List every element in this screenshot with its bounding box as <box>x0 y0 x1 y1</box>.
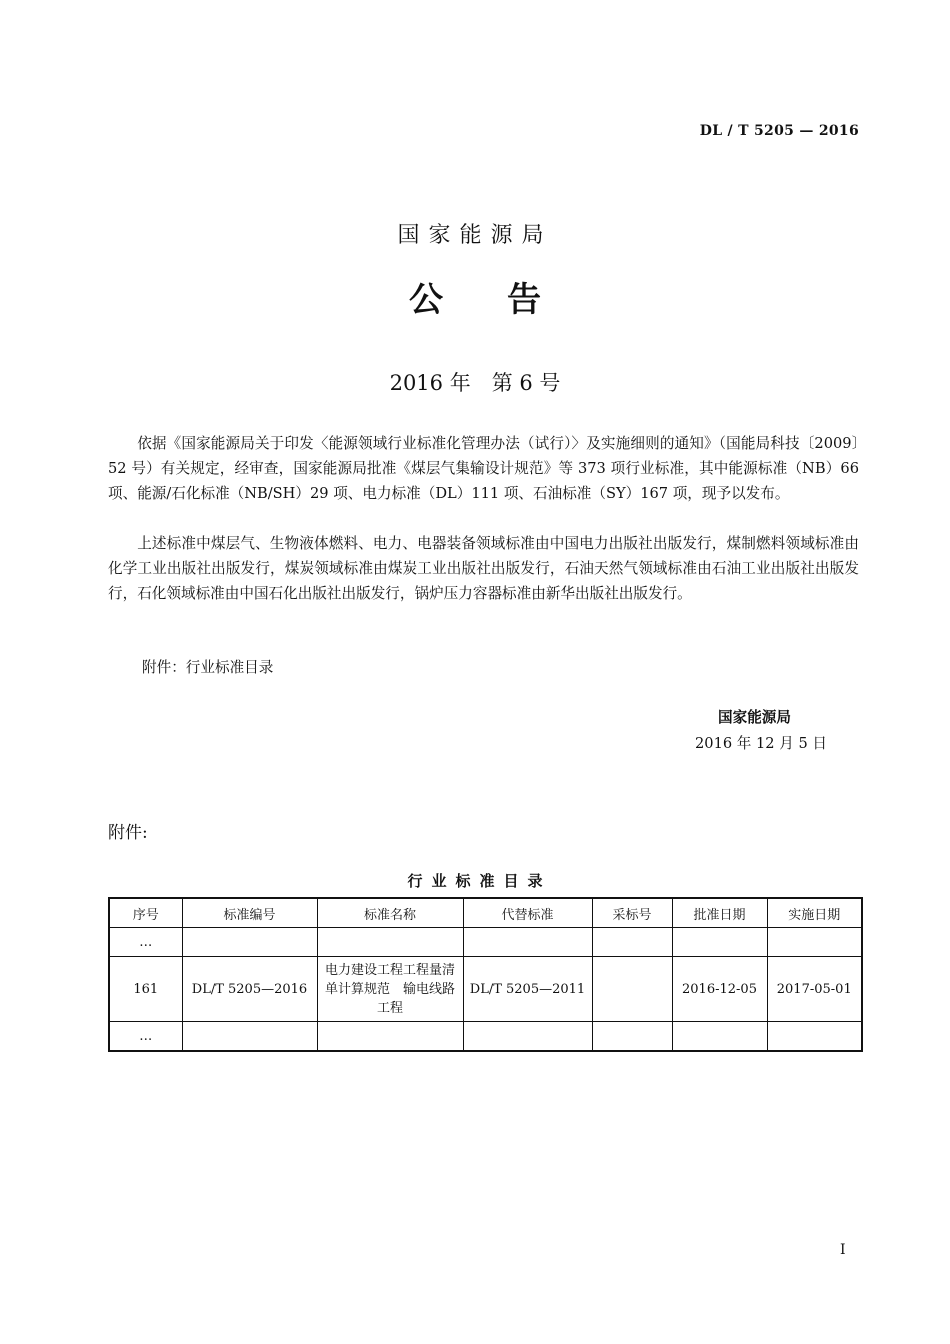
paragraph-text: 上述标准中煤层气、生物液体燃料、电力、电器装备领域标准由中国电力出版社出版发行，煤制燃料领域标准由化学工业出版社出版发行，煤炭领域标准由煤炭工业出版社出版发行，石油天然气领域标准由石油工业出版社出版发行，石化领域标准由中国石化出版社出版发行，锅炉压力容器标准由新华出版社出版发行。 <box>108 535 859 602</box>
table-cell: … <box>109 1022 182 1052</box>
signature-date: 2016 年 12 月 5 日 <box>695 735 827 752</box>
standard-code: DL / T 5205 — 2016 <box>699 123 859 139</box>
column-header: 批准日期 <box>672 898 767 928</box>
announcement-number: 2016 年 第 6 号 <box>389 371 561 395</box>
table-cell <box>182 1022 317 1052</box>
body-paragraph <box>108 431 859 506</box>
table-cell: … <box>109 928 182 957</box>
table-cell <box>463 928 592 957</box>
body-paragraph <box>108 531 859 606</box>
table-cell <box>592 1022 672 1052</box>
table-header-row <box>109 898 862 928</box>
page-number: I <box>840 1242 846 1258</box>
table-cell <box>592 928 672 957</box>
table-cell: DL/T 5205—2011 <box>463 957 592 1022</box>
table-cell <box>672 928 767 957</box>
column-header: 代替标准 <box>463 898 592 928</box>
table-cell <box>767 1022 862 1052</box>
signature-organization: 国家能源局 <box>718 709 791 726</box>
table-cell <box>317 1022 463 1052</box>
announcement-title: 公告 <box>409 280 605 320</box>
table-row <box>109 1022 862 1052</box>
column-header: 序号 <box>109 898 182 928</box>
paragraph-text: 依据《国家能源局关于印发〈能源领域行业标准化管理办法（试行）〉及实施细则的通知》（国能局科技〔2009〕52 号）有关规定，经审查，国家能源局批准《煤层气集输设计规范》等 373 项行业标准，其中能源标准（NB）66 项、能源/石化标准（NB/SH）29 项、电力标准（DL）111 项、石油标准（SY）167 项，现予以发布。 <box>108 435 859 502</box>
table-cell: 2016-12-05 <box>672 957 767 1022</box>
column-header: 标准名称 <box>317 898 463 928</box>
column-header: 采标号 <box>592 898 672 928</box>
table-cell <box>672 1022 767 1052</box>
table-cell <box>317 928 463 957</box>
table-cell: DL/T 5205—2016 <box>182 957 317 1022</box>
agency-heading: 国家能源局 <box>397 223 553 248</box>
table-cell <box>592 957 672 1022</box>
column-header: 实施日期 <box>767 898 862 928</box>
column-header: 标准编号 <box>182 898 317 928</box>
table-cell <box>767 928 862 957</box>
table-row <box>109 957 862 1022</box>
table-cell: 161 <box>109 957 182 1022</box>
table-row <box>109 928 862 957</box>
table-title: 行业标准目录 <box>407 872 552 890</box>
standards-catalog-table <box>108 897 863 1052</box>
table-cell <box>463 1022 592 1052</box>
table-cell <box>182 928 317 957</box>
table-cell: 电力建设工程工程量清单计算规范 输电线路工程 <box>317 957 463 1022</box>
attachment-label: 附件: <box>108 823 148 843</box>
attachment-note: 附件：行业标准目录 <box>142 659 274 676</box>
table-cell: 2017-05-01 <box>767 957 862 1022</box>
